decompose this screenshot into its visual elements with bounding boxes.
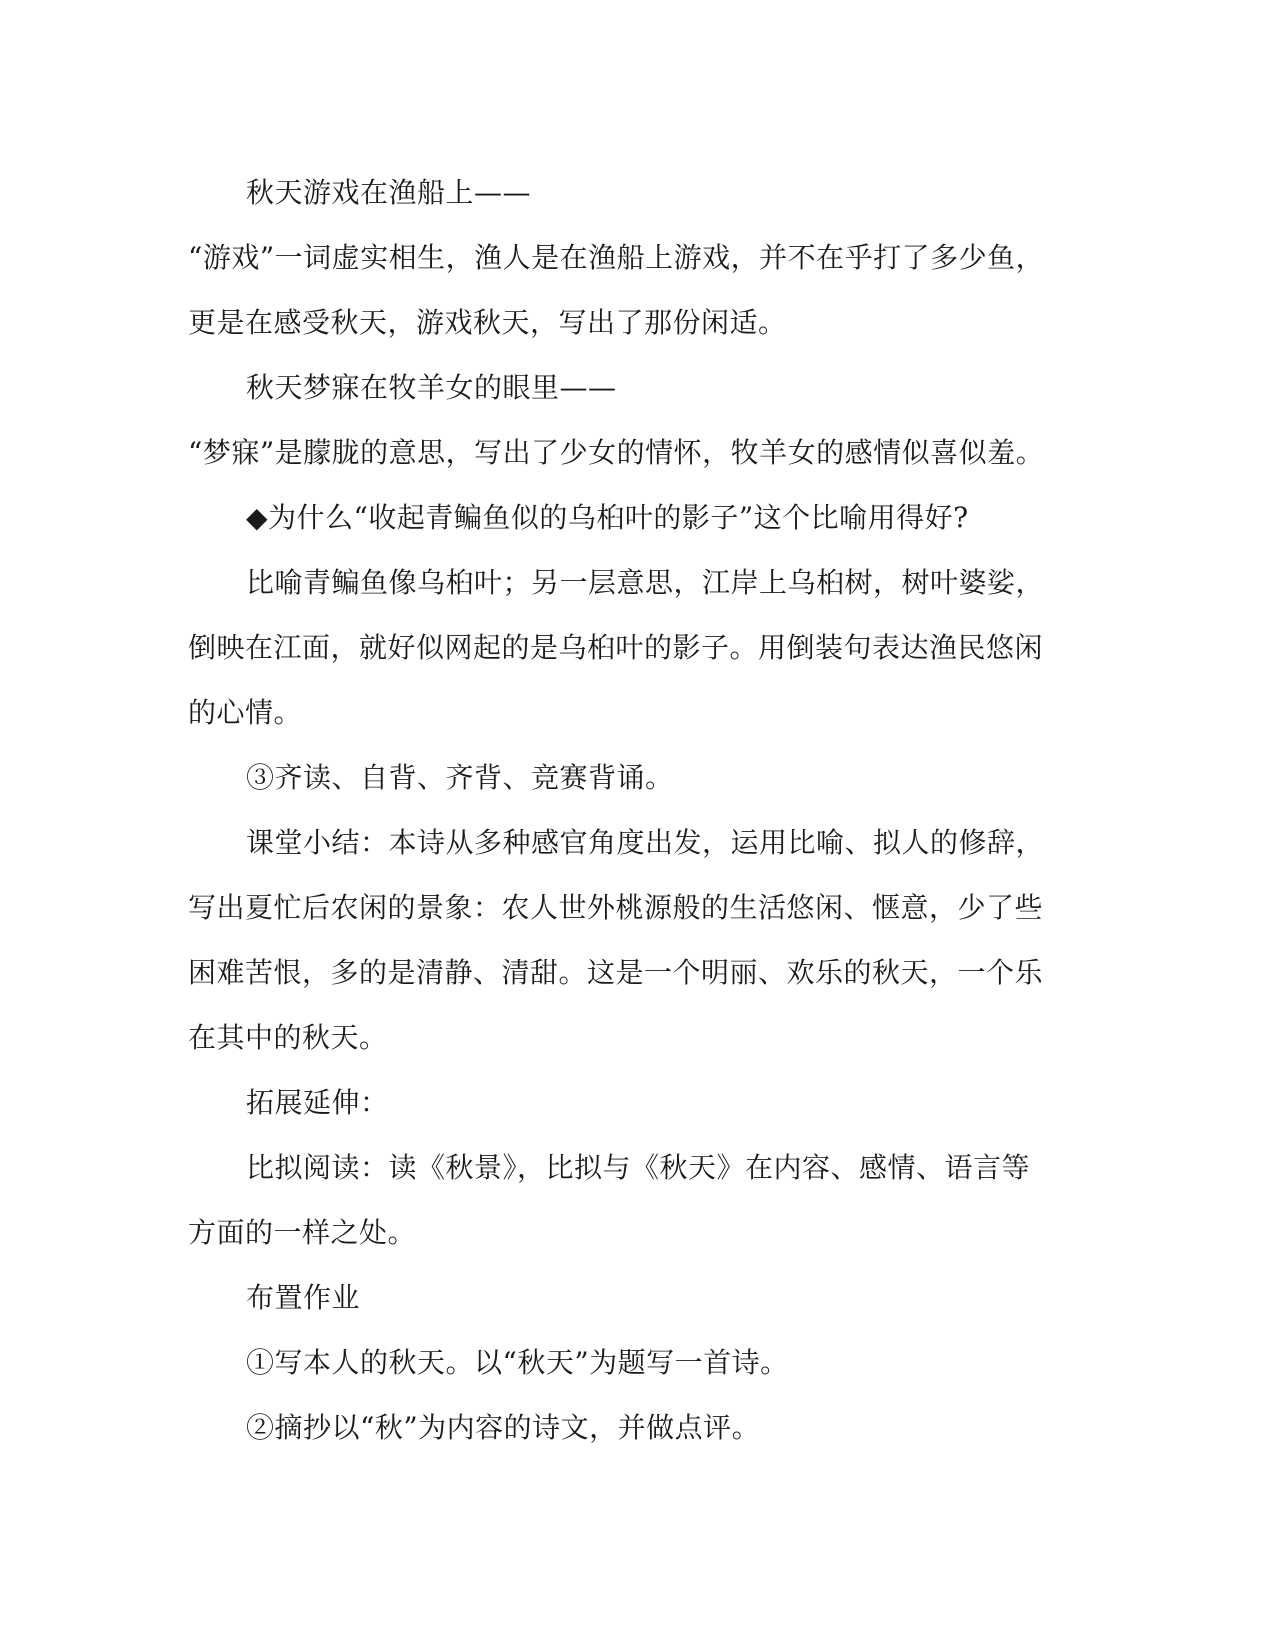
question-line: ◆为什么“收起青鳊鱼似的乌桕叶的影子”这个比喻用得好? (246, 501, 969, 534)
text-line: 秋天游戏在渔船上—— (246, 176, 532, 209)
homework-item: ①写本人的秋天。以“秋天”为题写一首诗。 (246, 1346, 789, 1379)
text-line: 秋天梦寐在牧羊女的眼里—— (246, 371, 617, 404)
text-line: “梦寐”是朦胧的意思，写出了少女的情怀，牧羊女的感情似喜似羞。 (188, 436, 1045, 469)
section-heading: 布置作业 (246, 1281, 361, 1314)
text-line: 写出夏忙后农闲的景象：农人世外桃源般的生活悠闲、惬意，少了些 (188, 891, 1044, 924)
text-line: ③齐读、自背、齐背、竞赛背诵。 (246, 761, 674, 794)
text-line: 在其中的秋天。 (188, 1021, 388, 1054)
text-line: “游戏”一词虚实相生，渔人是在渔船上游戏，并不在乎打了多少鱼， (188, 241, 1045, 274)
document-body (188, 160, 1068, 1460)
homework-item: ②摘抄以“秋”为内容的诗文，并做点评。 (246, 1411, 761, 1444)
text-line: 困难苦恨，多的是清静、清甜。这是一个明丽、欢乐的秋天，一个乐 (188, 956, 1044, 989)
text-line: 比喻青鳊鱼像乌桕叶；另一层意思，江岸上乌桕树，树叶婆娑， (246, 566, 1045, 599)
text-line: 倒映在江面，就好似网起的是乌桕叶的影子。用倒装句表达渔民悠闲 (188, 631, 1044, 664)
text-line: 比拟阅读：读《秋景》，比拟与《秋天》在内容、感情、语言等 (246, 1151, 1031, 1184)
section-heading: 拓展延伸： (246, 1086, 389, 1119)
text-line: 方面的一样之处。 (188, 1216, 417, 1249)
summary-line: 课堂小结：本诗从多种感官角度出发，运用比喻、拟人的修辞， (246, 826, 1045, 859)
text-line: 更是在感受秋天，游戏秋天，写出了那份闲适。 (188, 306, 787, 339)
text-line: 的心情。 (188, 696, 303, 729)
